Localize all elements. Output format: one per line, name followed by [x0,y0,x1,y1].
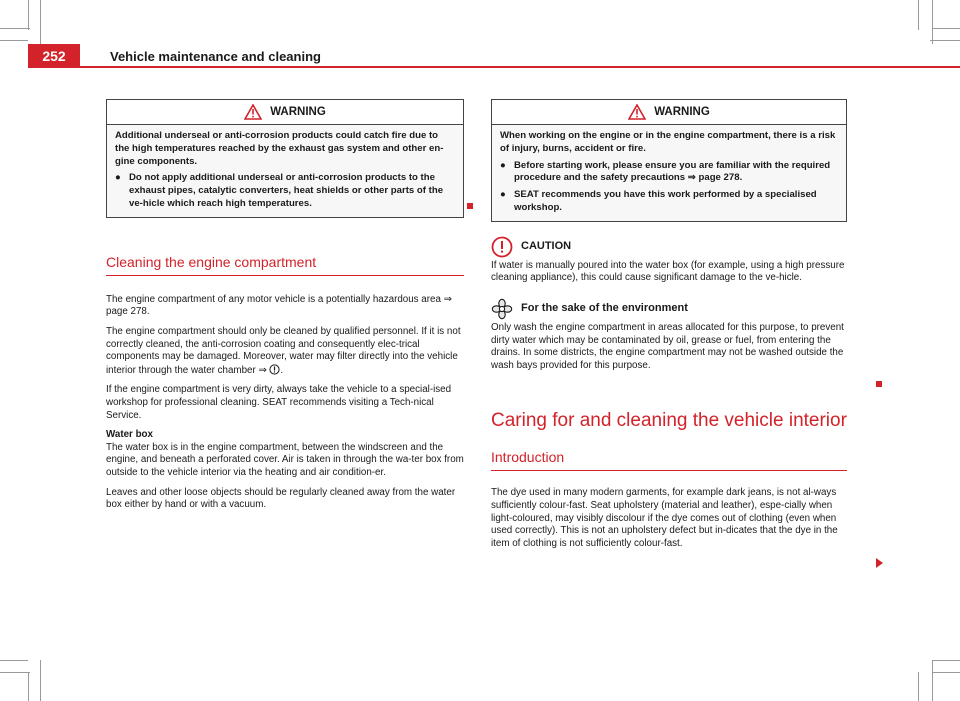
warning-bullet [500,189,838,215]
caution-title: CAUTION [521,240,572,253]
environment-header [491,298,847,320]
crop-mark [40,660,41,701]
chapter-title: Caring for and cleaning the vehicle interior [491,410,847,432]
environment-title: For the sake of the environment [521,302,688,315]
crop-mark [930,40,960,41]
paragraph: The engine compartment should only be cleaned by qualified personnel. If it is not correctly cleaned, the anti-corrosion coating and consequently elec-trical components may be damaged. Moreover, water may filter directly into the vehicle interior through the water chamber ⇒ . [106,325,461,376]
section-title-engine-compartment: Cleaning the engine compartment [106,256,464,276]
water-box-title: Water box [106,429,153,441]
crop-mark [0,40,28,41]
warning-header [107,100,463,125]
paragraph: The engine compartment of any motor vehicle is a potentially hazardous area ⇒ page 278. [106,293,452,318]
crop-mark [0,660,28,661]
warning-text: Additional underseal or anti-corrosion products could catch fire due to the high temperatures reached by the exhaust gas system and other en-gine components. [115,130,444,167]
crop-mark [918,0,919,30]
page-header-title: Vehicle maintenance and cleaning [110,49,321,64]
continue-arrow-icon [876,558,883,568]
crop-mark [932,672,960,673]
crop-mark [0,672,30,673]
page-number: 252 [28,44,80,68]
caution-text: If water is manually poured into the water box (for example, using a high pressure cleaning appliance), this could cause significant damage to the ve-hicle. [491,259,845,284]
caution-header [491,236,847,258]
warning-bullet [115,172,455,210]
crop-mark [0,28,30,29]
warning-box-right [491,99,847,222]
crop-mark [28,672,29,701]
caution-circle-icon [269,364,280,375]
bullet-dot-icon: ● [115,172,121,184]
warning-bullet-text: SEAT recommends you have this work performed by a specialised workshop. [514,189,817,213]
warning-triangle-icon [244,104,262,120]
bullet-dot-icon: ● [500,189,506,201]
warning-bullet-text: Do not apply additional underseal or anti-corrosion products to the exhaust pipes, catalytic converters, heat shields or other parts of the ve-hicle which reach high temperatures. [129,172,444,209]
warning-title: WARNING [270,105,326,118]
warning-text: When working on the engine or in the engine compartment, there is a risk of injury, burns, accident or fire. [500,130,836,154]
paragraph: If the engine compartment is very dirty, always take the vehicle to a special-ised workshop for professional cleaning. SEAT recommends visiting a Tech-nical Service. [106,384,452,421]
crop-mark [40,0,41,44]
end-of-section-mark [467,203,473,209]
bullet-dot-icon: ● [500,159,506,171]
header-rule [80,66,960,68]
section-title-introduction: Introduction [491,451,847,471]
intro-text: The dye used in many modern garments, for example dark jeans, is not al-ways sufficiently colour-fast. Seat upholstery (material and leather), espe-cially when light-coloured, may visibly discolour if the dye comes out of clothing (even when used correctly). This is not an upholstery defect but in-dicates that the dye in the item of clothing is not sufficiently colour-fast. [491,487,838,549]
paragraph: Leaves and other loose objects should be regularly cleaned away from the water box either by hand or with a vacuum. [106,486,456,511]
right-column [491,99,847,557]
warning-header [492,100,846,125]
paragraph: The water box is in the engine compartment, between the windscreen and the engine, and beneath a perforated cover. Air is taken in through the wa-ter box from outside to the vehicle interior via the heating and air condition-er. [106,441,464,478]
warning-bullet-text: Before starting work, please ensure you are familiar with the required procedure and the safety precautions ⇒ page 278. [514,159,831,184]
warning-triangle-icon [628,104,646,120]
paragraph-text: The engine compartment should only be cleaned by qualified personnel. If it is not correctly cleaned, the anti-corrosion coating and consequently elec-trical components may be damaged. Moreover, water may filter directly into the vehicle interior through the water chamber ⇒ [106,325,461,376]
left-column [106,99,464,519]
caution-circle-icon [491,236,513,258]
crop-mark [932,0,933,44]
environment-text: Only wash the engine compartment in areas allocated for this purpose, to prevent dirty water which may be contaminated by oil, grease or fuel, from entering the drains. In some districts, the engine compartment may not be washed outside the wash bays provided for this purpose. [491,321,844,371]
warning-bullet [500,160,838,186]
end-of-section-mark [876,381,882,387]
warning-title: WARNING [654,105,710,118]
environment-flower-icon [491,298,513,320]
warning-box-left [106,99,464,218]
crop-mark [932,28,960,29]
crop-mark [28,0,29,30]
crop-mark [932,660,933,701]
crop-mark [918,672,919,701]
warning-body [492,125,846,221]
crop-mark [932,660,960,661]
warning-body [107,125,463,217]
